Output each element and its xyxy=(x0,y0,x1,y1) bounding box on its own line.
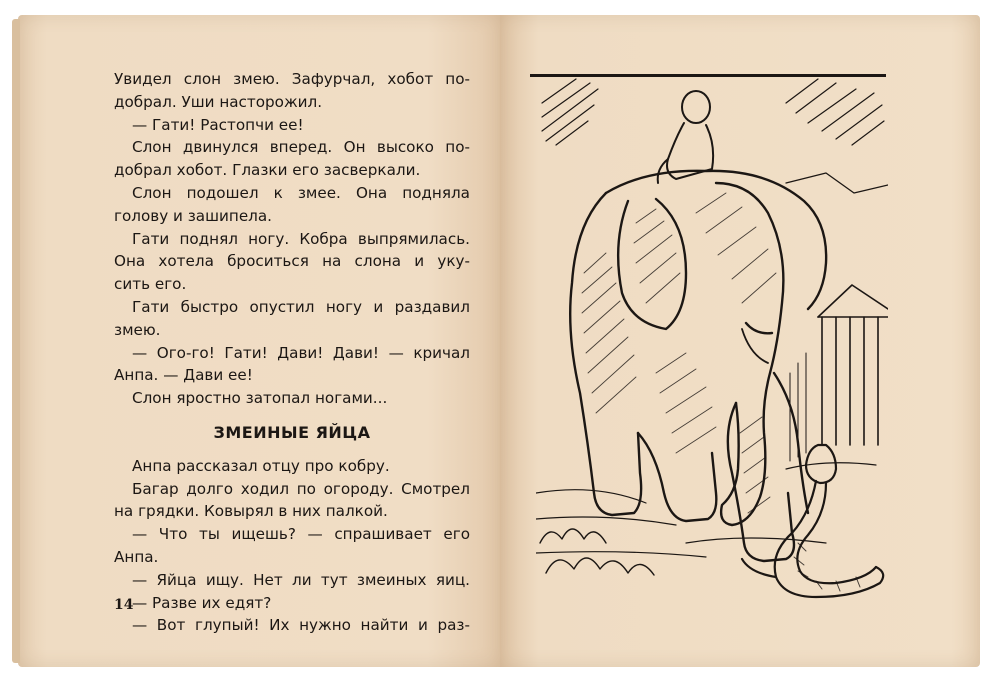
left-page xyxy=(18,15,500,667)
text-line: на грядки. Ковырял в них палкой. xyxy=(114,502,388,521)
text-line: Увидел слон змею. Зафурчал, хобот по- xyxy=(114,70,470,88)
text-line: сить его. xyxy=(114,275,187,294)
text-line: змею. xyxy=(114,320,161,339)
text-line: добрал хобот. Глазки его засверкали. xyxy=(114,161,421,180)
text-block xyxy=(114,68,470,637)
text-line: Анпа. — Дави ее! xyxy=(114,366,253,385)
text-line: Анпа. xyxy=(114,547,159,566)
text-line: Багар долго ходил по огороду. Смотрел xyxy=(132,479,470,498)
text-line: — Яйца ищу. Нет ли тут змеиных яиц. xyxy=(132,570,470,589)
page-number: 14 xyxy=(114,597,134,613)
text-line: Слон яростно затопал ногами... xyxy=(132,389,388,408)
text-line: — Ого-го! Гати! Дави! Дави! — кричал xyxy=(132,343,470,362)
text-line: — Гати! Растопчи ее! xyxy=(132,115,304,134)
text-line: Гати быстро опустил ногу и раздавил xyxy=(132,297,470,316)
elephant-cobra-illustration-icon xyxy=(536,73,888,601)
text-line: голову и зашипела. xyxy=(114,206,273,225)
page-edge xyxy=(12,19,20,663)
text-line: Анпа рассказал отцу про кобру. xyxy=(132,456,390,475)
section-heading: ЗМЕИНЫЕ ЯЙЦА xyxy=(213,422,371,442)
text-line: Гати поднял ногу. Кобра выпрямилась. xyxy=(132,229,470,248)
text-line: добрал. Уши насторожил. xyxy=(114,92,323,111)
text-line: Слон двинулся вперед. Он высоко по- xyxy=(132,138,470,157)
text-line: Слон подошел к змее. Она подняла xyxy=(132,183,470,202)
book-spread xyxy=(18,15,980,667)
text-line: — Что ты ищешь? — спрашивает его xyxy=(132,525,470,544)
text-line: — Вот глупый! Их нужно найти и раз- xyxy=(132,616,470,635)
right-page xyxy=(500,15,980,667)
text-line: — Разве их едят? xyxy=(132,593,272,612)
illustration-top-rule xyxy=(530,74,886,77)
text-line: Она хотела броситься на слона и уку- xyxy=(114,252,470,271)
